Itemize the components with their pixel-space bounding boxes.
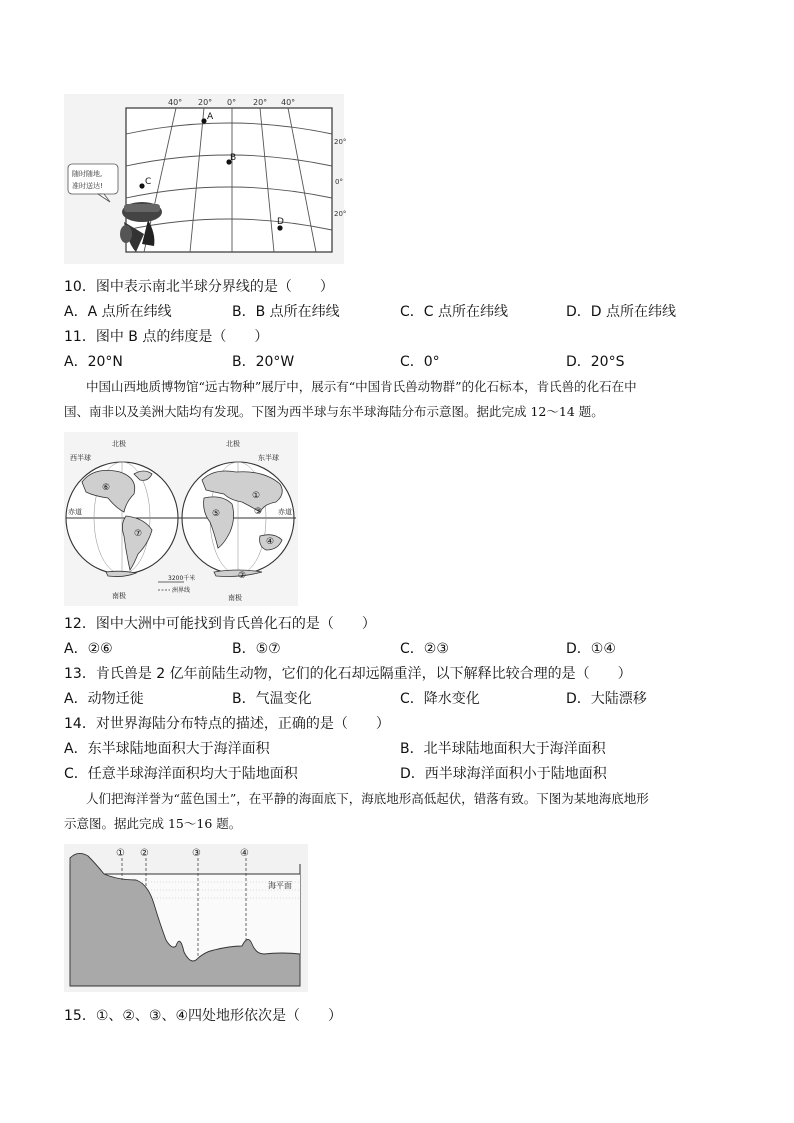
q14-option-d[interactable]: D．西半球海洋面积小于陆地面积 [400,766,607,782]
south-pole-label: 南极 [228,594,242,602]
seabed-marker-3: ③ [192,848,201,859]
question-11-stem: 11．图中 B 点的纬度是（ ） [64,329,269,345]
q13-option-d[interactable]: D．大陆漂移 [566,691,647,707]
marker-4: ④ [266,537,275,547]
q14-option-b[interactable]: B．北半球陆地面积大于海洋面积 [400,741,606,757]
marker-5: ⑤ [212,509,221,519]
point-c [139,183,144,188]
question-13-stem: 13．肯氏兽是 2 亿年前陆生动物，它们的化石却远隔重洋，以下解释比较合理的是（ ） [64,666,632,682]
equator-label: 赤道 [68,508,82,516]
lon-label: 20° [253,98,268,107]
q14-option-c[interactable]: C．任意半球海洋面积均大于陆地面积 [64,766,298,782]
sea-level-label: 海平面 [268,881,292,890]
point-label: B [230,153,237,163]
intro-paragraph-1-line-1: 中国山西地质博物馆“远古物种”展厅中，展示有“中国肯氏兽动物群”的化石标本，肯氏兽的化石在中 [86,379,637,394]
q11-option-c[interactable]: C．0° [400,354,440,370]
q13-option-a[interactable]: A．动物迁徙 [64,691,144,707]
grid-map-svg [64,94,347,264]
north-pole-label: 北极 [226,440,240,448]
point-label: A [207,112,214,122]
question-12-stem: 12．图中大洲中可能找到肯氏兽化石的是（ ） [64,616,376,632]
north-pole-label: 北极 [112,440,126,448]
lon-label: 0° [227,98,237,107]
intro-paragraph-2-line-2: 示意图。据此完成 15～16 题。 [64,816,242,831]
q11-option-a[interactable]: A．20°N [64,354,123,370]
equator-label: 赤道 [278,508,292,516]
q13-option-c[interactable]: C．降水变化 [400,691,480,707]
lat-label: 20° [334,138,347,146]
q12-option-d[interactable]: D．①④ [566,641,616,657]
lon-label: 40° [168,98,183,107]
east-hemisphere-label: 东半球 [258,454,279,462]
q11-option-b[interactable]: B．20°W [232,354,295,370]
point-label: D [277,217,284,227]
q12-option-a[interactable]: A．②⑥ [64,641,113,657]
legend-label: 洲界线 [172,587,191,594]
west-hemisphere-label: 西半球 [70,454,91,462]
marker-3: ③ [254,507,263,517]
marker-2: ② [238,571,247,581]
figure-seabed-profile [64,844,308,992]
bubble-text: 准时送达! [72,182,103,190]
q10-option-a[interactable]: A．A 点所在纬线 [64,304,172,320]
figure-hemispheres-map [64,432,298,606]
q11-option-d[interactable]: D．20°S [566,354,625,370]
seabed-marker-4: ④ [240,848,249,859]
hemispheres-svg [64,432,298,606]
q14-option-a[interactable]: A．东半球陆地面积大于海洋面积 [64,741,270,757]
question-14-stem: 14．对世界海陆分布特点的描述，正确的是（ ） [64,716,390,732]
q13-option-b[interactable]: B．气温变化 [232,691,312,707]
intro-paragraph-2-line-1: 人们把海洋誉为“蓝色国土”，在平静的海面底下，海底地形高低起伏，错落有致。下图为某地海底地形 [86,791,649,806]
marker-7: ⑦ [134,529,143,539]
lon-label: 20° [198,98,213,107]
figure-grid-map [64,94,347,264]
point-label: C [145,177,152,187]
question-10-stem: 10．图中表示南北半球分界线的是（ ） [64,279,334,295]
q10-option-b[interactable]: B．B 点所在纬线 [232,304,340,320]
map-frame [126,108,332,252]
point-a [201,118,206,123]
scale-label: 3200千米 [168,575,196,582]
lat-label: 20° [334,210,347,218]
marker-6: ⑥ [102,483,111,493]
lat-label: 0° [335,178,343,186]
intro-paragraph-1-line-2: 国、南非以及美洲大陆均有发现。下图为西半球与东半球海陆分布示意图。据此完成 12～14 题。 [64,404,604,419]
q10-option-c[interactable]: C．C 点所在纬线 [400,304,509,320]
seabed-marker-1: ① [116,848,125,859]
q12-option-c[interactable]: C．②③ [400,641,449,657]
south-pole-label: 南极 [112,592,126,600]
marker-1: ① [252,491,261,501]
q12-option-b[interactable]: B．⑤⑦ [232,641,281,657]
seabed-marker-2: ② [140,848,149,859]
lon-label: 40° [281,98,296,107]
q10-option-d[interactable]: D．D 点所在纬线 [566,304,677,320]
bubble-text: 随时随地, [72,170,103,178]
seabed-svg [64,844,308,992]
question-15-stem: 15．①、②、③、④四处地形依次是（ ） [64,1008,343,1024]
